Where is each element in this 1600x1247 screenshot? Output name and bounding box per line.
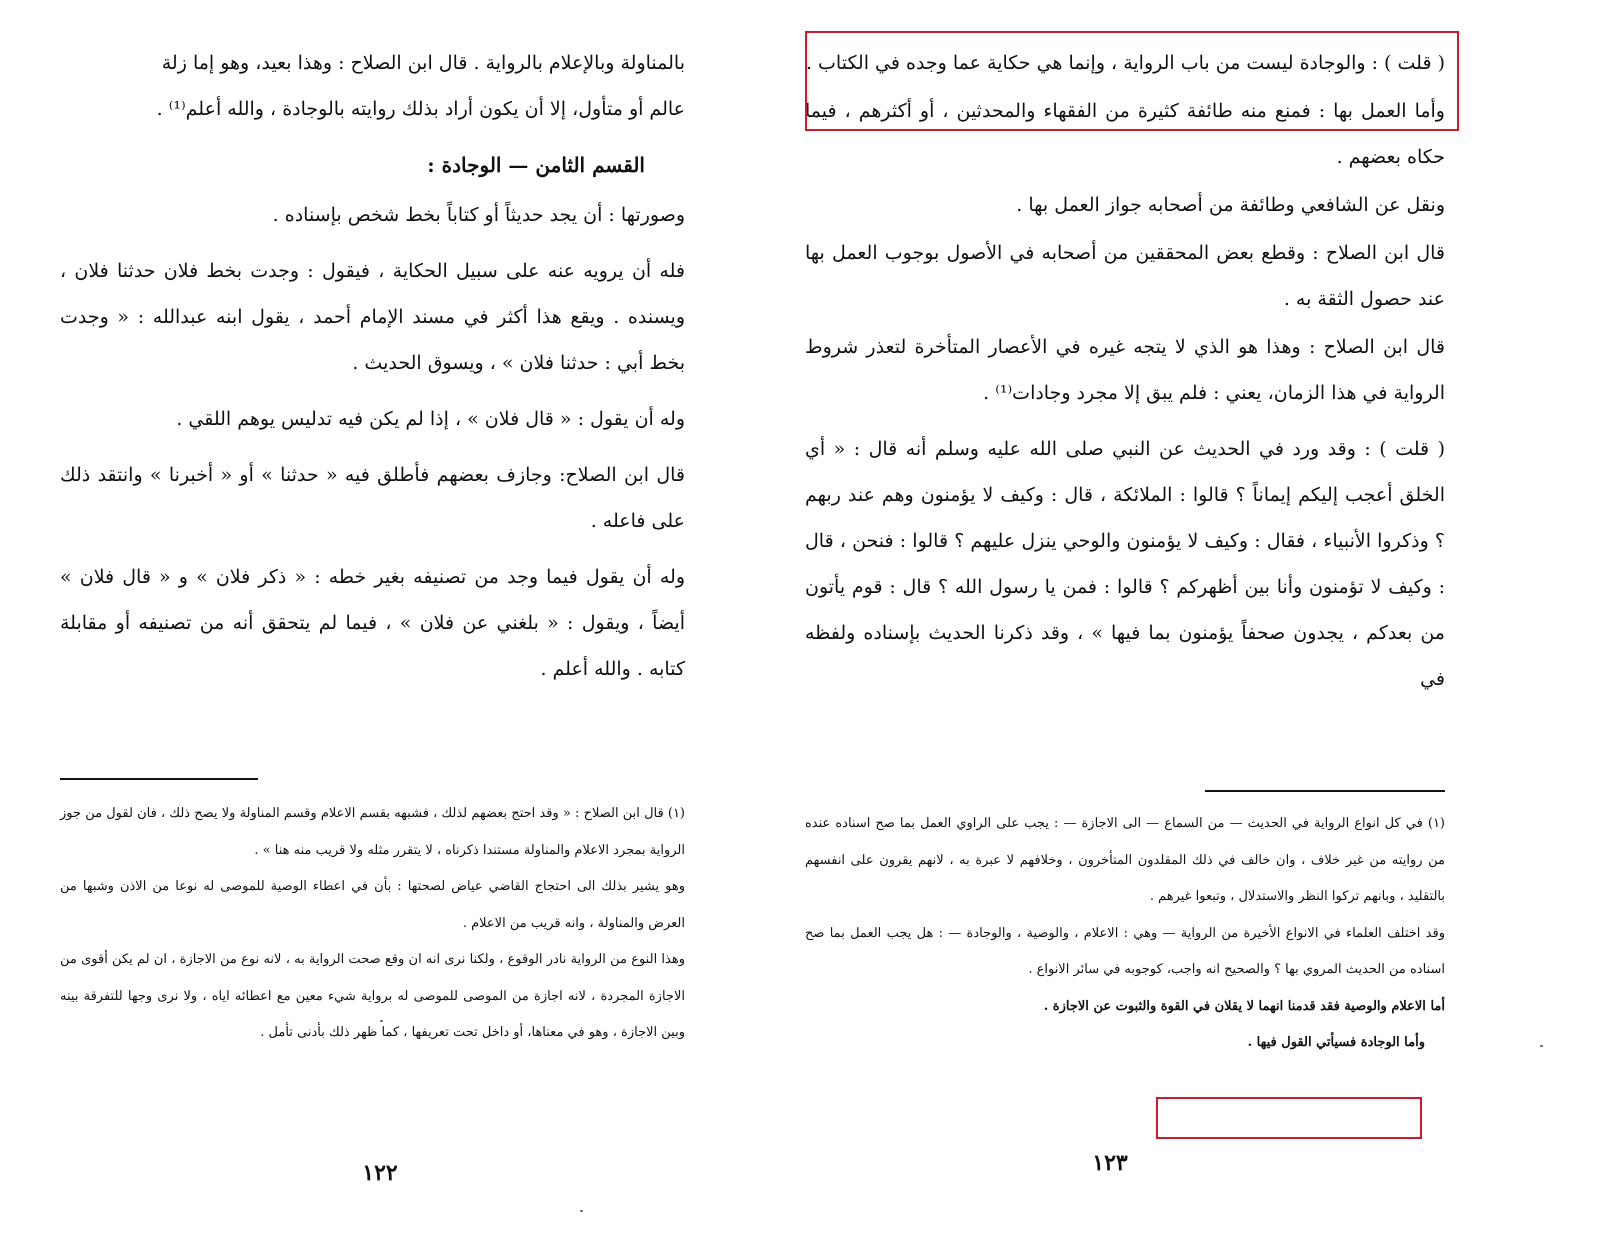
left-paragraph: فله أن يرويه عنه على سبيل الحكاية ، فيقول : وجدت بخط فلان حدثنا فلان ، ويسنده . ويقع هذا أكثر في مسند الإمام أحمد ، يقول ابنه عبدالله : « وجدت بخط أبي : حدثنا فلان » ، ويسوق الحديث . [60, 260, 685, 374]
right-paragraph: وأما العمل بها : فمنع منه طائفة كثيرة من الفقهاء والمحدثين ، أو أكثرهم ، فيما حكاه بعضهم . [805, 100, 1445, 168]
footnote: (١) قال ابن الصلاح : « وقد احتج بعضهم لذلك ، فشبهه بقسم الاعلام وقسم المناولة ولا يصح ذلك ، فان لقول من جوز الرواية بمجرد الاعلام والمناولة مستندا ذكرناه ، لا يتقرر مثله ولا قريب منه هنا » . [60, 806, 685, 858]
footnote: وقد اختلف العلماء في الانواع الأخيرة من الرواية — وهي : الاعلام ، والوصية ، والوجادة — : هل يجب العمل بما صح اسناده من الحديث المروي بها ؟ والصحيح انه واجب، كوجوبه في سائر الانواع . [805, 925, 1445, 977]
highlight-box-footnote [1156, 1097, 1422, 1139]
left-paragraph: وله أن يقول فيما وجد من تصنيفه بغير خطه : « ذكر فلان » و « قال فلان » أيضاً ، ويقول : « بلغني عن فلان » ، فيما لم يتحقق أنه من تصنيفه أو مقابلة كتابه . والله أعلم . [60, 566, 685, 680]
right-paragraph: ( قلت ) : وقد ورد في الحديث عن النبي صلى الله عليه وسلم أنه قال : « أي الخلق أعجب إليكم إيماناً ؟ قالوا : الملائكة ، قال : وكيف لا يؤمنون وهم عند ربهم ؟ وذكروا الأنبياء ، فقال : وكيف لا يؤمنون والوحي ينزل عليهم ؟ قالوا : فنحن ، قال : وكيف لا تؤمنون وأنا بين أظهركم ؟ قالوا : فمن يا رسول الله ؟ قال : قوم يأتون من بعدكم ، يجدون صحفاً يؤمنون بما فيها » ، وقد ذكرنا الحديث بإسناده ولفظه في [805, 438, 1445, 690]
right-footnotes [805, 806, 1445, 1062]
left-paragraph: قال ابن الصلاح: وجازف بعضهم فأطلق فيه « حدثنا » أو « أخبرنا » وانتقد ذلك على فاعله . [60, 464, 685, 532]
highlighted-paragraph: ( قلت ) : والوجادة ليست من باب الرواية ، وإنما هي حكاية عما وجده في الكتاب . [805, 52, 1445, 74]
scan-speck [380, 1020, 383, 1022]
intro-line-1: بالمناولة وبالإعلام بالرواية . قال ابن الصلاح : وهذا بعيد، وهو إما زلة [161, 52, 685, 74]
right-page [805, 0, 1445, 1247]
footnote: وهذا النوع من الرواية نادر الوقوع ، ولكنا نرى انه ان وقع صحت الرواية به ، لانه نوع من الاجازة ، ان لم يكن أقوى من الاجازة المجردة ، لانه اجازة من الموصى للموصى له برواية شيء معين مع اعطائه اياه ، ولا نرى وجها للتفرقة بينه وبين الاجازة ، وهو في معناها، أو داخل تحت تعريفها ، كما ظهر ذلك بأدنى تأمل . [60, 952, 685, 1040]
right-paragraph: قال ابن الصلاح : وقطع بعض المحققين من أصحابه في الأصول بوجوب العمل بها عند حصول الثقة به . [805, 242, 1445, 310]
footnote: (١) في كل انواع الرواية في الحديث — من السماع — الى الاجازة — : يجب على الراوي العمل بما صح اسناده عنده من روايته من غير خلاف ، وان خالف في ذلك المقلدون المتأخرون ، وخلافهم لا عبرة به ، لانهم يقرون على انفسهم بالتقليد ، وبانهم تركوا النظر والاستدلال ، وتبعوا غيرهم . [805, 816, 1445, 904]
page-number: ١٢٢ [362, 1160, 398, 1186]
section-heading: القسم الثامن — الوجادة : [427, 153, 645, 177]
footnote: وهو يشير بذلك الى احتجاج القاضي عياض لصحتها : بأن في اعطاء الوصية للموصى له نوعا من الاذن وشبها من العرض والمناولة ، وانه قريب من الاعلام . [60, 879, 685, 931]
scan-speck [580, 1210, 583, 1212]
highlight-box-top [805, 31, 1459, 131]
left-footnotes [60, 796, 685, 1052]
intro-line-2: عالم أو متأول، إلا أن يكون أراد بذلك روايته بالوجادة ، والله أعلم⁽¹⁾ . [156, 98, 685, 120]
left-paragraph: وصورتها : أن يجد حديثاً أو كتاباً بخط شخص بإسناده . [272, 204, 685, 226]
left-page [60, 0, 685, 1247]
right-main-text [805, 40, 1445, 702]
left-paragraph: وله أن يقول : « قال فلان » ، إذا لم يكن فيه تدليس يوهم اللقي . [176, 408, 685, 430]
footnote: أما الاعلام والوصية فقد قدمنا انهما لا يقلان في القوة والثبوت عن الاجازة . [1043, 998, 1445, 1014]
highlighted-footnote: وأما الوجادة فسيأتي القول فيها . [1247, 1035, 1425, 1050]
scan-speck [1540, 1045, 1543, 1047]
right-paragraph: ونقل عن الشافعي وطائفة من أصحابه جواز العمل بها . [1016, 194, 1445, 216]
left-main-text [60, 40, 685, 692]
right-paragraph: قال ابن الصلاح : وهذا هو الذي لا يتجه غيره في الأعصار المتأخرة لتعذر شروط الرواية في هذا الزمان، يعني : فلم يبق إلا مجرد وجادات⁽¹⁾ . [805, 336, 1445, 404]
footnote-separator [60, 778, 258, 780]
page-number: ١٢٣ [1092, 1150, 1128, 1176]
footnote-separator [1205, 790, 1445, 792]
